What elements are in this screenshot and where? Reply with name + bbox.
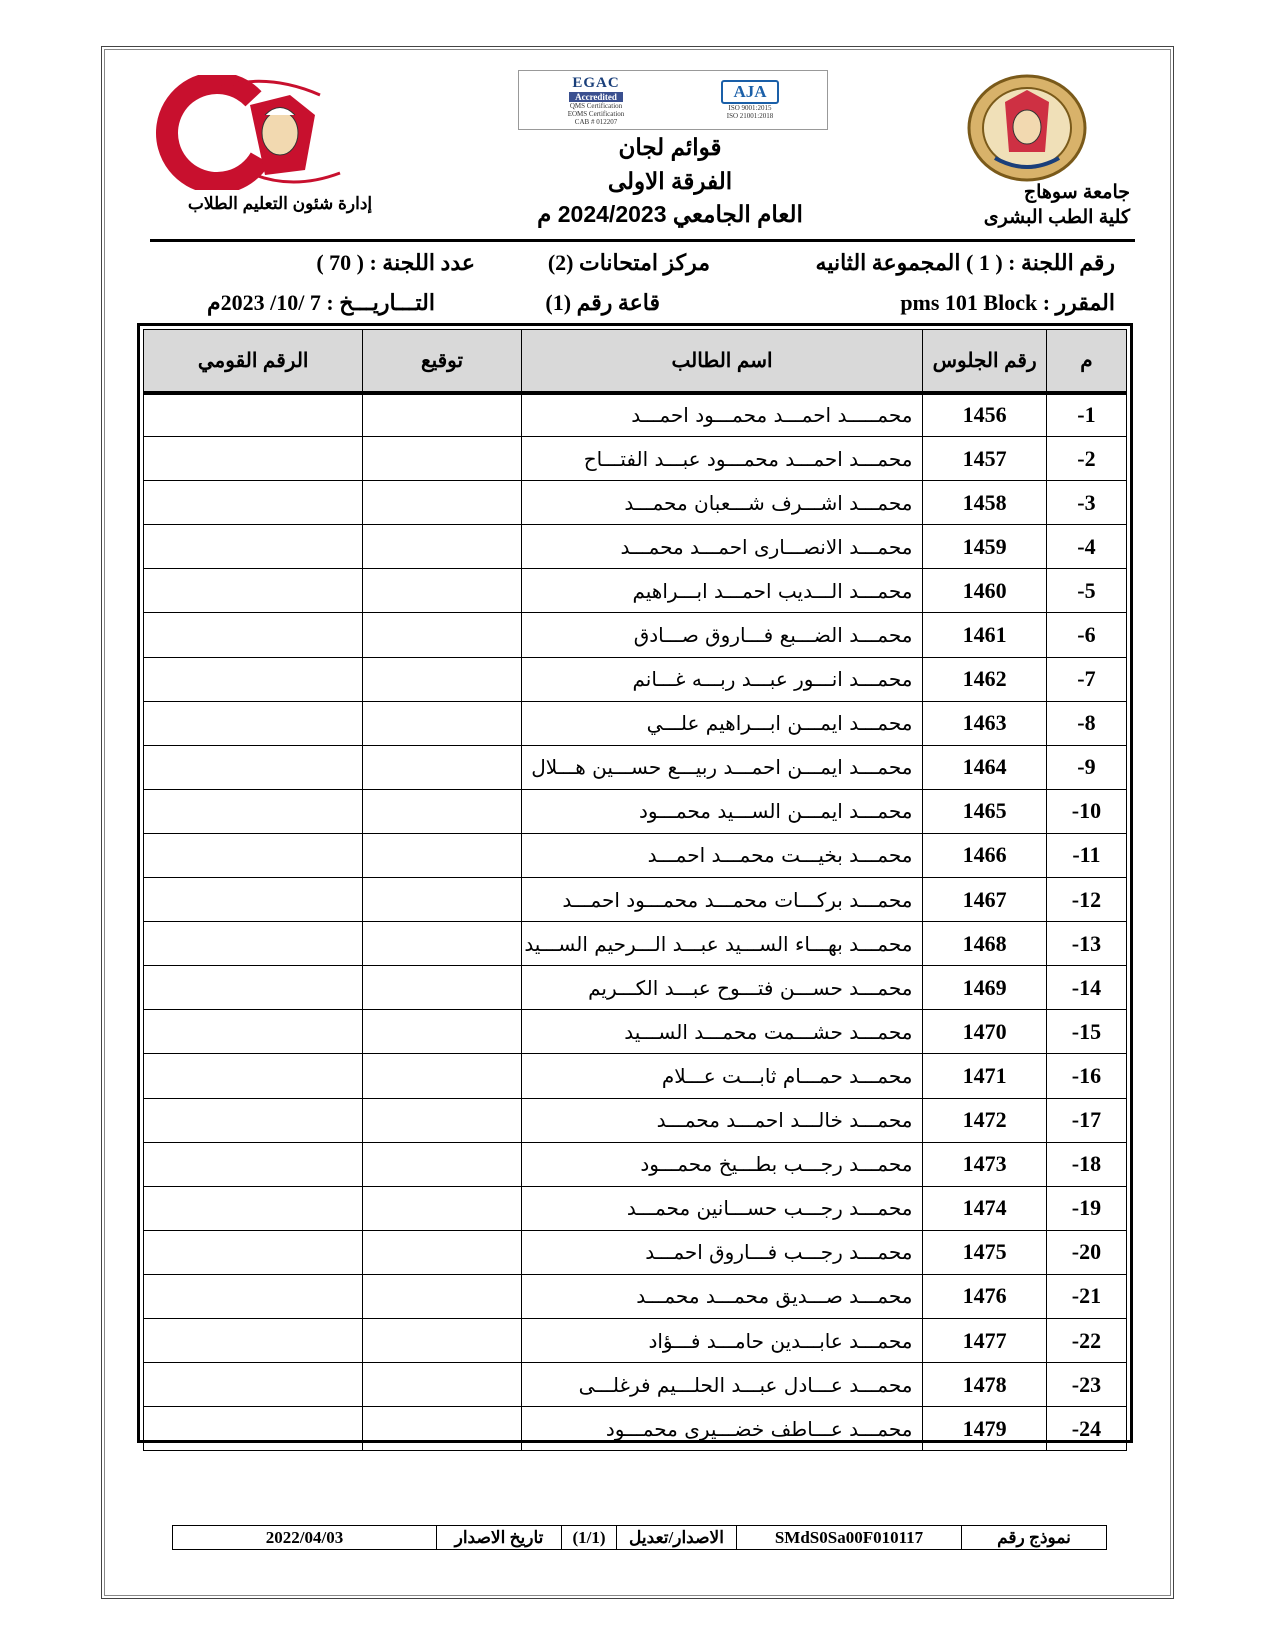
- header-national-id: الرقم القومي: [144, 330, 363, 393]
- seat-number: 1461: [923, 613, 1046, 657]
- committee-number: رقم اللجنة : ( 1 ) المجموعة الثانيه: [815, 250, 1115, 275]
- seat-number: 1459: [923, 525, 1046, 569]
- table-row: [144, 833, 1127, 877]
- row-index: -19: [1046, 1186, 1126, 1230]
- student-name: محمـــــد احمـــد محمـــود احمـــد: [521, 393, 923, 437]
- national-id-cell[interactable]: [144, 1318, 363, 1362]
- issue-date: 2022/04/03: [265, 1527, 344, 1547]
- signature-cell[interactable]: [363, 569, 521, 613]
- table-row: [144, 701, 1127, 745]
- signature-cell[interactable]: [363, 1054, 521, 1098]
- table-row: [144, 745, 1127, 789]
- university-logo: [965, 72, 1090, 184]
- form-code: SMdS0Sa00F010117: [736, 1526, 961, 1549]
- row-index: -3: [1046, 481, 1126, 525]
- signature-cell[interactable]: [363, 1142, 521, 1186]
- version-value: (1/1): [561, 1526, 616, 1549]
- national-id-cell[interactable]: [144, 966, 363, 1010]
- student-name: محمـــد حســـن فتـــوح عبـــد الكـــريم: [521, 966, 923, 1010]
- student-name: محمـــد ايمـــن الســـيد محمـــود: [521, 789, 923, 833]
- university-name: جامعة سوهاج: [1023, 182, 1130, 203]
- national-id-cell[interactable]: [144, 613, 363, 657]
- row-index: -22: [1046, 1318, 1126, 1362]
- student-name: محمـــد احمـــد محمـــود عبـــد الفتـــاح: [521, 437, 923, 481]
- committee-count: عدد اللجنة : ( 70 ): [316, 250, 475, 275]
- student-name: محمـــد الانصـــارى احمـــد محمـــد: [521, 525, 923, 569]
- student-name: محمـــد بهـــاء الســـيد عبـــد الـــرحيم الســـيد: [521, 922, 923, 966]
- signature-cell[interactable]: [363, 701, 521, 745]
- signature-cell[interactable]: [363, 393, 521, 437]
- national-id-cell[interactable]: [144, 833, 363, 877]
- table-row: [144, 569, 1127, 613]
- row-index: -12: [1046, 878, 1126, 922]
- seat-number: 1462: [923, 657, 1046, 701]
- form-footer: [172, 1525, 1107, 1550]
- national-id-cell[interactable]: [144, 1230, 363, 1274]
- signature-cell[interactable]: [363, 1274, 521, 1318]
- row-index: -10: [1046, 789, 1126, 833]
- academic-year: العام الجامعي 2024/2023 م: [537, 201, 803, 227]
- national-id-cell[interactable]: [144, 878, 363, 922]
- exam-date: التـــاريـــخ : 7 /10/ 2023م: [207, 290, 435, 315]
- row-index: -9: [1046, 745, 1126, 789]
- faculty-name: كلية الطب البشرى: [983, 207, 1130, 228]
- faculty-logo: [155, 75, 360, 190]
- table-row: [144, 1098, 1127, 1142]
- signature-cell[interactable]: [363, 789, 521, 833]
- signature-cell[interactable]: [363, 613, 521, 657]
- signature-cell[interactable]: [363, 1407, 521, 1451]
- version-label: الاصدار/تعديل: [616, 1526, 736, 1549]
- signature-cell[interactable]: [363, 745, 521, 789]
- table-row: [144, 1010, 1127, 1054]
- row-index: -21: [1046, 1274, 1126, 1318]
- table-row: [144, 1230, 1127, 1274]
- row-index: -16: [1046, 1054, 1126, 1098]
- form-number-label: نموذج رقم: [961, 1526, 1106, 1549]
- seat-number: 1457: [923, 437, 1046, 481]
- student-name: محمـــد بركـــات محمـــد محمـــود احمـــد: [521, 878, 923, 922]
- national-id-cell[interactable]: [144, 701, 363, 745]
- signature-cell[interactable]: [363, 1230, 521, 1274]
- student-name: محمـــد انـــور عبـــد ربـــه غـــانم: [521, 657, 923, 701]
- student-name: محمـــد ايمـــن احمـــد ربيـــع حســـين هـــلال: [521, 745, 923, 789]
- table-row: [144, 437, 1127, 481]
- table-row: [144, 1054, 1127, 1098]
- seat-number: 1470: [923, 1010, 1046, 1054]
- header-seat-number: رقم الجلوس: [923, 330, 1046, 393]
- national-id-cell[interactable]: [144, 1098, 363, 1142]
- header-signature: توقيع: [363, 330, 521, 393]
- issue-date-label: تاريخ الاصدار: [436, 1526, 561, 1549]
- row-index: -15: [1046, 1010, 1126, 1054]
- table-row: [144, 878, 1127, 922]
- table-row: [144, 393, 1127, 437]
- signature-cell[interactable]: [363, 1363, 521, 1407]
- row-index: -17: [1046, 1098, 1126, 1142]
- seat-number: 1463: [923, 701, 1046, 745]
- table-row: [144, 1186, 1127, 1230]
- national-id-cell[interactable]: [144, 525, 363, 569]
- national-id-cell[interactable]: [144, 789, 363, 833]
- student-name: محمـــد خالـــد احمـــد محمـــد: [521, 1098, 923, 1142]
- row-index: -18: [1046, 1142, 1126, 1186]
- header-divider: [150, 239, 1135, 242]
- national-id-cell[interactable]: [144, 393, 363, 437]
- signature-cell[interactable]: [363, 966, 521, 1010]
- table-header-row: [144, 330, 1127, 393]
- seat-number: 1458: [923, 481, 1046, 525]
- students-table-frame: [137, 323, 1133, 1443]
- seat-number: 1478: [923, 1363, 1046, 1407]
- seat-number: 1479: [923, 1407, 1046, 1451]
- student-name: محمـــد ايمـــن ابـــراهيم علـــي: [521, 701, 923, 745]
- student-name: محمـــد الـــديب احمـــد ابـــراهيم: [521, 569, 923, 613]
- row-index: -1: [1046, 393, 1126, 437]
- table-row: [144, 1407, 1127, 1451]
- national-id-cell[interactable]: [144, 1363, 363, 1407]
- signature-cell[interactable]: [363, 1186, 521, 1230]
- seat-number: 1456: [923, 393, 1046, 437]
- national-id-cell[interactable]: [144, 1407, 363, 1451]
- table-row: [144, 1274, 1127, 1318]
- row-index: -7: [1046, 657, 1126, 701]
- row-index: -13: [1046, 922, 1126, 966]
- seat-number: 1474: [923, 1186, 1046, 1230]
- header-student-name: اسم الطالب: [521, 330, 923, 393]
- student-name: محمـــد رجـــب حســـانين محمـــد: [521, 1186, 923, 1230]
- row-index: -24: [1046, 1407, 1126, 1451]
- signature-cell[interactable]: [363, 1318, 521, 1362]
- seat-number: 1471: [923, 1054, 1046, 1098]
- seat-number: 1475: [923, 1230, 1046, 1274]
- seat-number: 1465: [923, 789, 1046, 833]
- student-name: محمـــد عابـــدين حامـــد فـــؤاد: [521, 1318, 923, 1362]
- table-row: [144, 966, 1127, 1010]
- table-row: [144, 481, 1127, 525]
- student-name: محمـــد رجـــب فـــاروق احمـــد: [521, 1230, 923, 1274]
- signature-cell[interactable]: [363, 437, 521, 481]
- seat-number: 1472: [923, 1098, 1046, 1142]
- seat-number: 1466: [923, 833, 1046, 877]
- seat-number: 1468: [923, 922, 1046, 966]
- national-id-cell[interactable]: [144, 1054, 363, 1098]
- page-title: قوائم لجان: [618, 134, 722, 160]
- student-name: محمـــد رجـــب بطـــيخ محمـــود: [521, 1142, 923, 1186]
- row-index: -20: [1046, 1230, 1126, 1274]
- table-row: [144, 657, 1127, 701]
- national-id-cell[interactable]: [144, 745, 363, 789]
- table-row: [144, 525, 1127, 569]
- national-id-cell[interactable]: [144, 437, 363, 481]
- signature-cell[interactable]: [363, 525, 521, 569]
- table-row: [144, 1142, 1127, 1186]
- student-name: محمـــد عـــادل عبـــد الحلـــيم فرغلـــى: [521, 1363, 923, 1407]
- row-index: -5: [1046, 569, 1126, 613]
- signature-cell[interactable]: [363, 833, 521, 877]
- seat-number: 1467: [923, 878, 1046, 922]
- table-row: [144, 922, 1127, 966]
- year-group: الفرقة الاولى: [607, 168, 733, 194]
- table-row: [144, 1363, 1127, 1407]
- seat-number: 1464: [923, 745, 1046, 789]
- row-index: -4: [1046, 525, 1126, 569]
- seat-number: 1473: [923, 1142, 1046, 1186]
- row-index: -8: [1046, 701, 1126, 745]
- header-index: م: [1046, 330, 1126, 393]
- student-name: محمـــد حشـــمت محمـــد الســـيد: [521, 1010, 923, 1054]
- row-index: -11: [1046, 833, 1126, 877]
- seat-number: 1477: [923, 1318, 1046, 1362]
- seat-number: 1469: [923, 966, 1046, 1010]
- national-id-cell[interactable]: [144, 922, 363, 966]
- national-id-cell[interactable]: [144, 569, 363, 613]
- signature-cell[interactable]: [363, 878, 521, 922]
- signature-cell[interactable]: [363, 1098, 521, 1142]
- table-row: [144, 613, 1127, 657]
- student-name: محمـــد صـــديق محمـــد محمـــد: [521, 1274, 923, 1318]
- students-table: [143, 329, 1127, 1451]
- hall-number: قاعة رقم (1): [545, 290, 660, 315]
- national-id-cell[interactable]: [144, 481, 363, 525]
- row-index: -14: [1046, 966, 1126, 1010]
- national-id-cell[interactable]: [144, 657, 363, 701]
- student-name: محمـــد بخيـــت محمـــد احمـــد: [521, 833, 923, 877]
- student-name: محمـــد حمـــام ثابـــت عـــلام: [521, 1054, 923, 1098]
- signature-cell[interactable]: [363, 1010, 521, 1054]
- student-name: محمـــد اشـــرف شـــعبان محمـــد: [521, 481, 923, 525]
- student-name: محمـــد عـــاطف خضـــيرى محمـــود: [521, 1407, 923, 1451]
- table-row: [144, 789, 1127, 833]
- row-index: -6: [1046, 613, 1126, 657]
- certification-badges: [518, 70, 828, 130]
- aja-badge: AJA ISO 9001:2015 ISO 21001:2018: [673, 71, 827, 129]
- signature-cell[interactable]: [363, 922, 521, 966]
- seat-number: 1460: [923, 569, 1046, 613]
- signature-cell[interactable]: [363, 481, 521, 525]
- row-index: -2: [1046, 437, 1126, 481]
- exam-center: مركز امتحانات (2): [547, 250, 710, 275]
- national-id-cell[interactable]: [144, 1186, 363, 1230]
- national-id-cell[interactable]: [144, 1274, 363, 1318]
- course-code: المقرر : pms 101 Block: [900, 290, 1115, 315]
- row-index: -23: [1046, 1363, 1126, 1407]
- department-name: إدارة شئون التعليم الطلاب: [187, 194, 373, 213]
- student-name: محمـــد الضـــبع فـــاروق صـــادق: [521, 613, 923, 657]
- egac-badge: EGAC Accredited QMS Certification EOMS Certification CAB # 012207: [567, 74, 625, 126]
- national-id-cell[interactable]: [144, 1142, 363, 1186]
- signature-cell[interactable]: [363, 657, 521, 701]
- table-row: [144, 1318, 1127, 1362]
- national-id-cell[interactable]: [144, 1010, 363, 1054]
- seat-number: 1476: [923, 1274, 1046, 1318]
